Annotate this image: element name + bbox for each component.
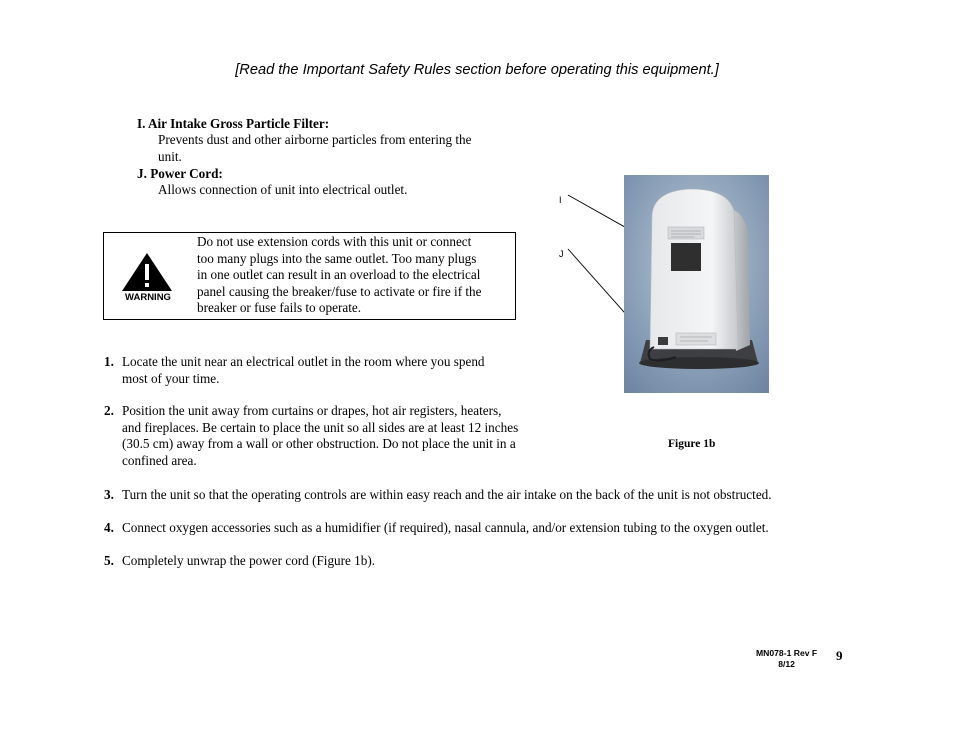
warning-text — [197, 234, 515, 317]
component-i-title: I. Air Intake Gross Particle Filter: — [137, 116, 330, 131]
step-text: Position the unit away from curtains or drapes, hot air registers, heaters, — [122, 403, 502, 418]
warning-line: breaker or fuse fails to operate. — [197, 300, 362, 316]
document-number — [756, 648, 817, 670]
step-number: 2. — [104, 403, 114, 418]
page-number: 9 — [836, 648, 843, 663]
step-1 — [104, 354, 485, 387]
warning-icon-label: WARNING — [125, 292, 171, 303]
step-text: Completely unwrap the power cord (Figure 1b). — [122, 553, 376, 568]
component-j-desc: Allows connection of unit into electrical outlet. — [158, 182, 408, 197]
warning-line: too many plugs into the same outlet. Too many plugs — [197, 250, 477, 266]
step-text: Connect oxygen accessories such as a humidifier (if required), nasal cannula, and/or extension tubing to the oxygen outlet. — [122, 520, 769, 535]
step-number: 3. — [104, 487, 114, 502]
figure-label-j: J — [559, 249, 564, 259]
step-4 — [104, 520, 769, 537]
step-number: 5. — [104, 553, 114, 568]
step-text: Turn the unit so that the operating controls are within easy reach and the air intake on the back of the unit is not obstructed. — [122, 487, 772, 502]
component-i-desc-line1: Prevents dust and other airborne particles from entering the — [158, 132, 472, 147]
step-5 — [104, 553, 375, 570]
component-i-desc-line2: unit. — [158, 149, 182, 164]
warning-line: panel causing the breaker/fuse to activate or fire if the — [197, 283, 482, 299]
step-text: confined area. — [122, 452, 197, 468]
doc-number: MN078-1 Rev F — [756, 648, 818, 658]
figure-label-i: I — [559, 195, 562, 205]
step-3 — [104, 487, 772, 504]
warning-line: in one outlet can result in an overload to the electrical — [197, 267, 481, 283]
step-number: 4. — [104, 520, 114, 535]
step-text: Locate the unit near an electrical outlet in the room where you spend — [122, 354, 485, 369]
doc-date: 8/12 — [778, 659, 795, 669]
step-text: (30.5 cm) away from a wall or other obstruction. Do not place the unit in a — [122, 436, 516, 452]
oxygen-concentrator-photo — [624, 175, 769, 393]
step-2 — [104, 403, 518, 469]
step-text: most of your time. — [122, 370, 220, 386]
warning-line: Do not use extension cords with this unit or connect — [197, 234, 472, 249]
component-j-title: J. Power Cord: — [137, 166, 223, 181]
step-number: 1. — [104, 354, 114, 369]
figure-caption: Figure 1b — [668, 438, 716, 450]
safety-note: [Read the Important Safety Rules section before operating this equipment.] — [235, 62, 719, 78]
step-text: and fireplaces. Be certain to place the unit so all sides are at least 12 inches — [122, 419, 519, 435]
